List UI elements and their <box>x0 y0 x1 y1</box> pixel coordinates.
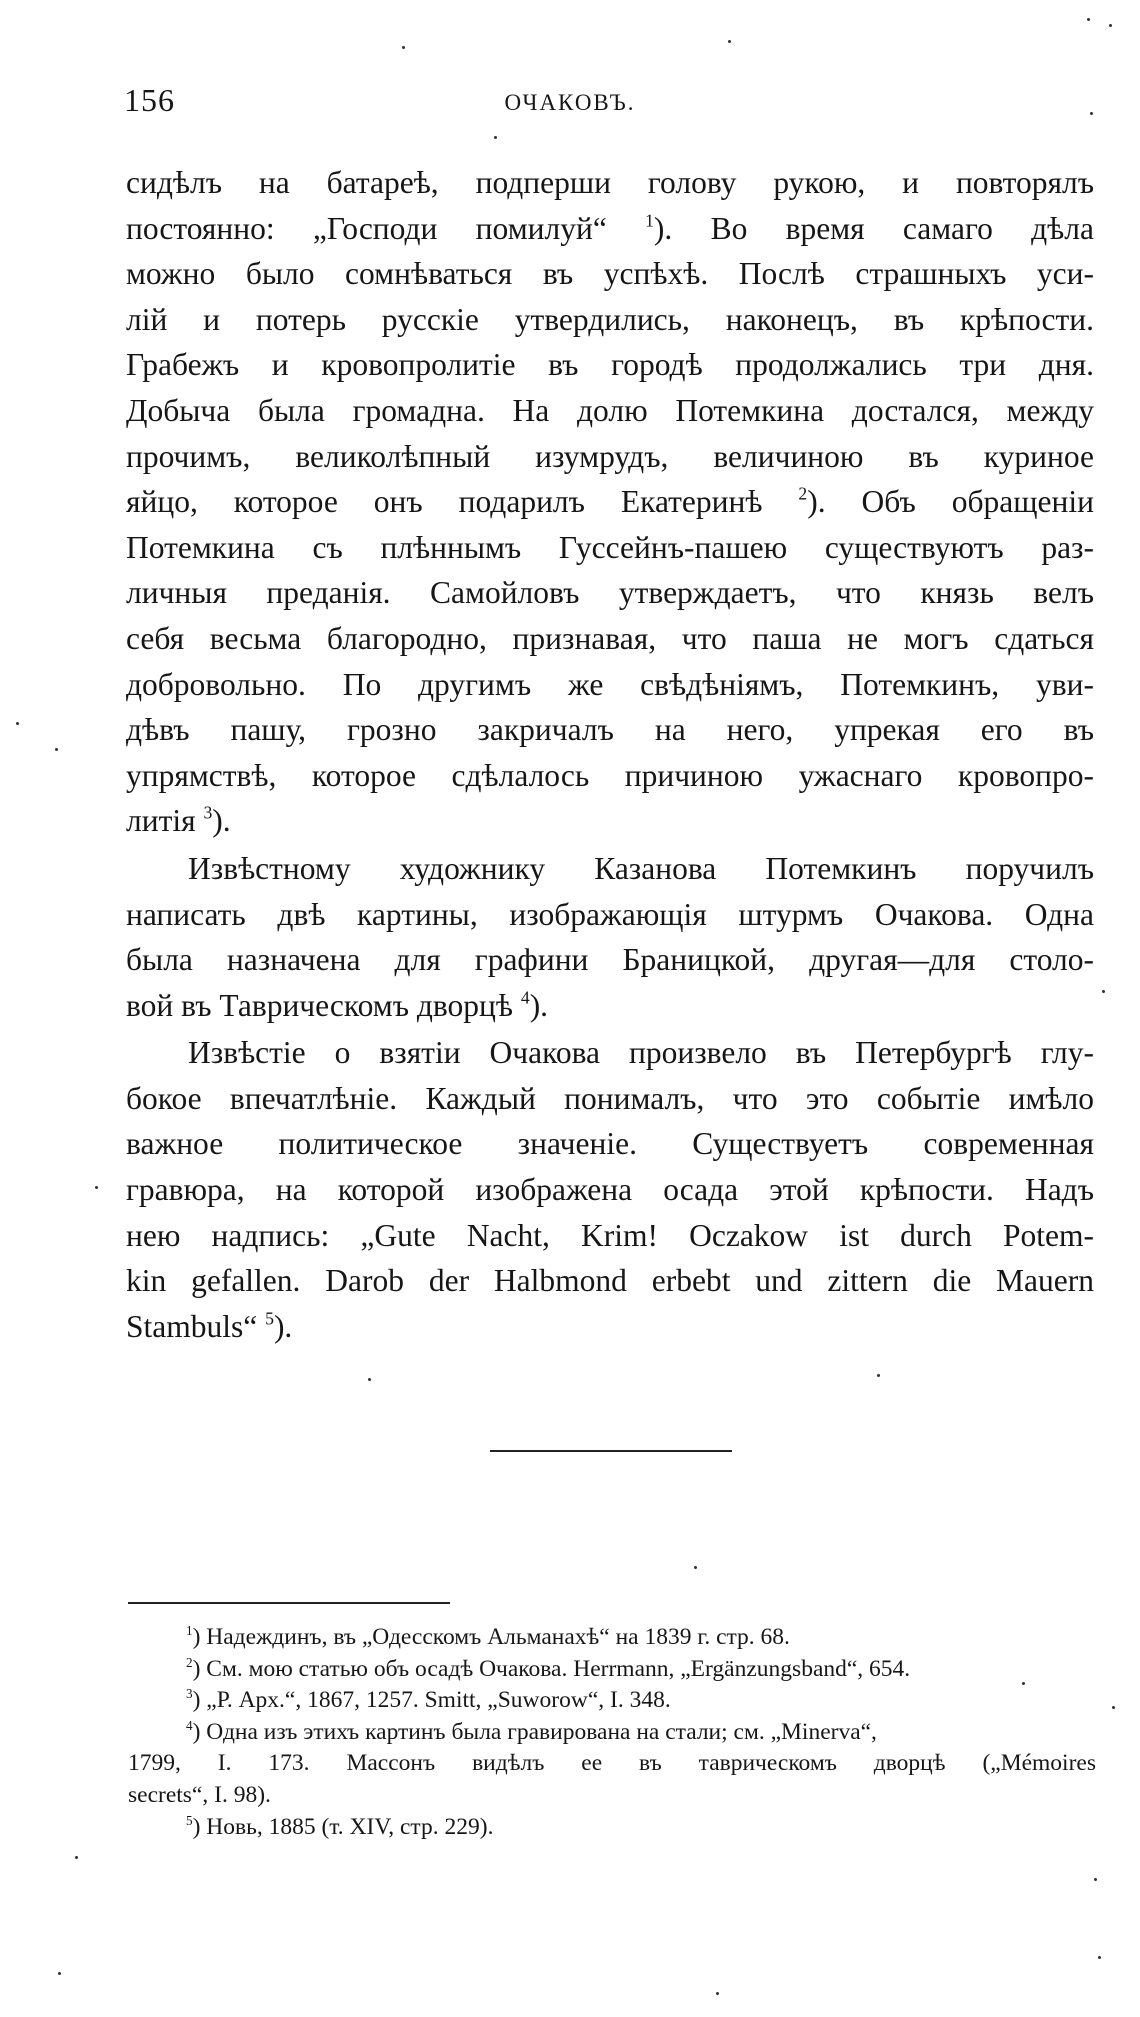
text-line-content: вой въ Таврическомъ дворцѣ <box>126 987 521 1023</box>
section-divider <box>490 1450 732 1452</box>
scan-speck <box>877 1374 880 1377</box>
footnote-number: 2 <box>186 1654 193 1670</box>
scan-speck <box>494 136 497 139</box>
text-line-content: Извѣстіе о взятіи Очакова произвело въ Петербургѣ глу- <box>188 1035 1094 1071</box>
footnote-text: secrets“, I. 98). <box>128 1781 271 1808</box>
text-line <box>126 892 1094 938</box>
text-line <box>126 1304 1094 1350</box>
text-line-continuation: ). <box>212 803 231 839</box>
scan-speck <box>1087 18 1090 21</box>
text-line <box>126 160 1094 206</box>
text-line-content: бокое впечатлѣніе. Каждый понималъ, что это событіе имѣло <box>126 1080 1094 1116</box>
text-line-content: написать двѣ картины, изображающія штурмъ Очакова. Одна <box>126 896 1094 932</box>
text-line-content: дѣвъ пашу, грозно закричалъ на него, упрекая его въ <box>126 712 1094 748</box>
scan-speck <box>402 46 405 49</box>
scan-speck <box>75 1856 78 1859</box>
scan-speck <box>716 1992 719 1995</box>
footnote-number: 3 <box>186 1685 193 1701</box>
footnote-reference: 3 <box>203 802 213 823</box>
footnote-number: 4 <box>186 1717 193 1733</box>
text-line-content: нею надпись: „Gute Nacht, Krim! Oczakow ist durch Potem- <box>126 1217 1094 1253</box>
text-line <box>126 798 1094 844</box>
text-line <box>126 251 1094 297</box>
text-line <box>126 846 1094 892</box>
text-line <box>126 1167 1094 1213</box>
text-line-content: Грабежъ и кровопролитіе въ городѣ продолжались три дня. <box>126 347 1094 383</box>
text-line-content: Stambuls“ <box>126 1308 266 1344</box>
text-line-content: важное политическое значеніе. Существуетъ современная <box>126 1126 1094 1162</box>
text-line <box>126 525 1094 571</box>
footnote-line <box>128 1780 1096 1812</box>
scan-speck <box>1022 1682 1025 1685</box>
page-number: 156 <box>124 82 175 118</box>
text-line <box>126 1121 1094 1167</box>
text-line-continuation: ). <box>273 1308 293 1344</box>
footnotes <box>128 1622 1096 1843</box>
footnote-text: ) Новь, 1885 (т. XIV, стр. 229). <box>192 1813 494 1840</box>
text-line-content: была назначена для графини Браницкой, другая—для столо- <box>126 942 1094 978</box>
text-line <box>126 297 1094 343</box>
text-line-continuation: ). Во время самаго дѣла <box>653 210 1094 246</box>
text-line-content: личныя преданія. Самойловъ утверждаетъ, что князь велъ <box>126 575 1094 611</box>
text-line <box>126 434 1094 480</box>
footnote-text: ) Надеждинъ, въ „Одесскомъ Альманахѣ“ на 1839 г. стр. 68. <box>192 1624 790 1650</box>
text-line <box>126 342 1094 388</box>
text-line-content: лій и потерь русскіе утвердились, наконецъ, въ крѣпости. <box>126 301 1094 337</box>
scan-speck <box>1094 1878 1097 1881</box>
footnote-text: ) См. мою статью объ осадѣ Очакова. Herrmann, „Ergänzungsband“, 654. <box>192 1655 911 1682</box>
scan-speck <box>55 748 58 751</box>
scan-speck <box>58 1972 61 1975</box>
scan-speck <box>1112 1706 1115 1709</box>
footnote-text: 1799, I. 173. Массонъ видѣлъ ее въ таврическомъ дворцѣ („Mémoires <box>128 1750 1096 1777</box>
text-line <box>126 570 1094 616</box>
text-line <box>126 1213 1094 1259</box>
text-line <box>126 1030 1094 1076</box>
scan-speck <box>16 722 19 725</box>
text-line-content: kin gefallen. Darob der Halbmond erbebt und zittern die Mauern <box>126 1263 1094 1299</box>
text-line-content: гравюра, на которой изображена осада этой крѣпости. Надъ <box>126 1172 1094 1208</box>
text-line <box>126 937 1094 983</box>
text-line-continuation: ). <box>529 987 549 1023</box>
footnote-reference: 5 <box>265 1308 274 1329</box>
text-line <box>126 1258 1094 1304</box>
scan-speck <box>1109 24 1112 27</box>
footnote-line <box>128 1717 1096 1749</box>
text-line-content: Потемкина съ плѣннымъ Гуссейнъ-пашею существуютъ раз- <box>126 529 1094 565</box>
footnote-reference: 1 <box>645 210 654 231</box>
text-line <box>126 616 1094 662</box>
footnote-line <box>128 1748 1096 1780</box>
footnote-number: 5 <box>186 1812 193 1828</box>
text-line-content: яйцо, которое онъ подарилъ Екатеринѣ <box>126 484 799 520</box>
text-line-content: Добыча была громадна. На долю Потемкина достался, между <box>126 392 1094 428</box>
footnote-line <box>128 1622 1096 1654</box>
scan-speck <box>1090 112 1093 115</box>
running-title: ОЧАКОВЪ. <box>504 90 636 115</box>
scan-speck <box>368 1378 371 1381</box>
text-line-content: Извѣстному художнику Казанова Потемкинъ поручилъ <box>188 850 1094 886</box>
text-line-content: себя весьма благородно, признавая, что паша не могъ сдаться <box>126 620 1094 656</box>
footnote-line <box>128 1654 1096 1686</box>
body-text <box>126 160 1094 1349</box>
text-line-content: литія <box>126 803 204 839</box>
footnote-line <box>128 1812 1096 1844</box>
text-line-content: можно было сомнѣваться въ успѣхѣ. Послѣ страшныхъ уси- <box>126 256 1094 292</box>
text-line <box>126 1076 1094 1122</box>
text-line <box>126 388 1094 434</box>
footnote-rule <box>128 1602 450 1604</box>
text-line-continuation: ). Объ обращеніи <box>807 484 1094 520</box>
footnote-number: 1 <box>186 1622 193 1638</box>
footnote-text: ) „Р. Арх.“, 1867, 1257. Smitt, „Suworow“, I. 348. <box>192 1687 671 1714</box>
text-line-content: добровольно. По другимъ же свѣдѣніямъ, Потемкинъ, уви- <box>126 666 1094 702</box>
footnote-line <box>128 1685 1096 1717</box>
scan-speck <box>694 1566 697 1569</box>
text-line-content: упрямствѣ, которое сдѣлалось причиною ужаснаго кровопро- <box>126 757 1094 793</box>
text-line <box>126 662 1094 708</box>
text-line <box>126 753 1094 799</box>
text-line <box>126 479 1094 525</box>
scan-speck <box>728 40 731 43</box>
footnote-text: ) Одна изъ этихъ картинъ была гравирована на стали; см. „Minerva“, <box>192 1718 877 1745</box>
scan-speck <box>1102 990 1105 993</box>
text-line <box>126 707 1094 753</box>
footnote-reference: 4 <box>520 987 530 1008</box>
scan-speck <box>1098 1956 1101 1959</box>
text-line <box>126 983 1094 1029</box>
text-line-content: сидѣлъ на батареѣ, подперши голову рукою, и повторялъ <box>126 165 1094 200</box>
footnote-reference: 2 <box>798 483 808 504</box>
text-line-content: постоянно: „Господи помилуй“ <box>126 210 646 246</box>
text-line <box>126 206 1094 252</box>
text-line-content: прочимъ, великолѣпный изумрудъ, величиною въ куриное <box>126 438 1094 474</box>
scan-speck <box>95 1186 98 1189</box>
